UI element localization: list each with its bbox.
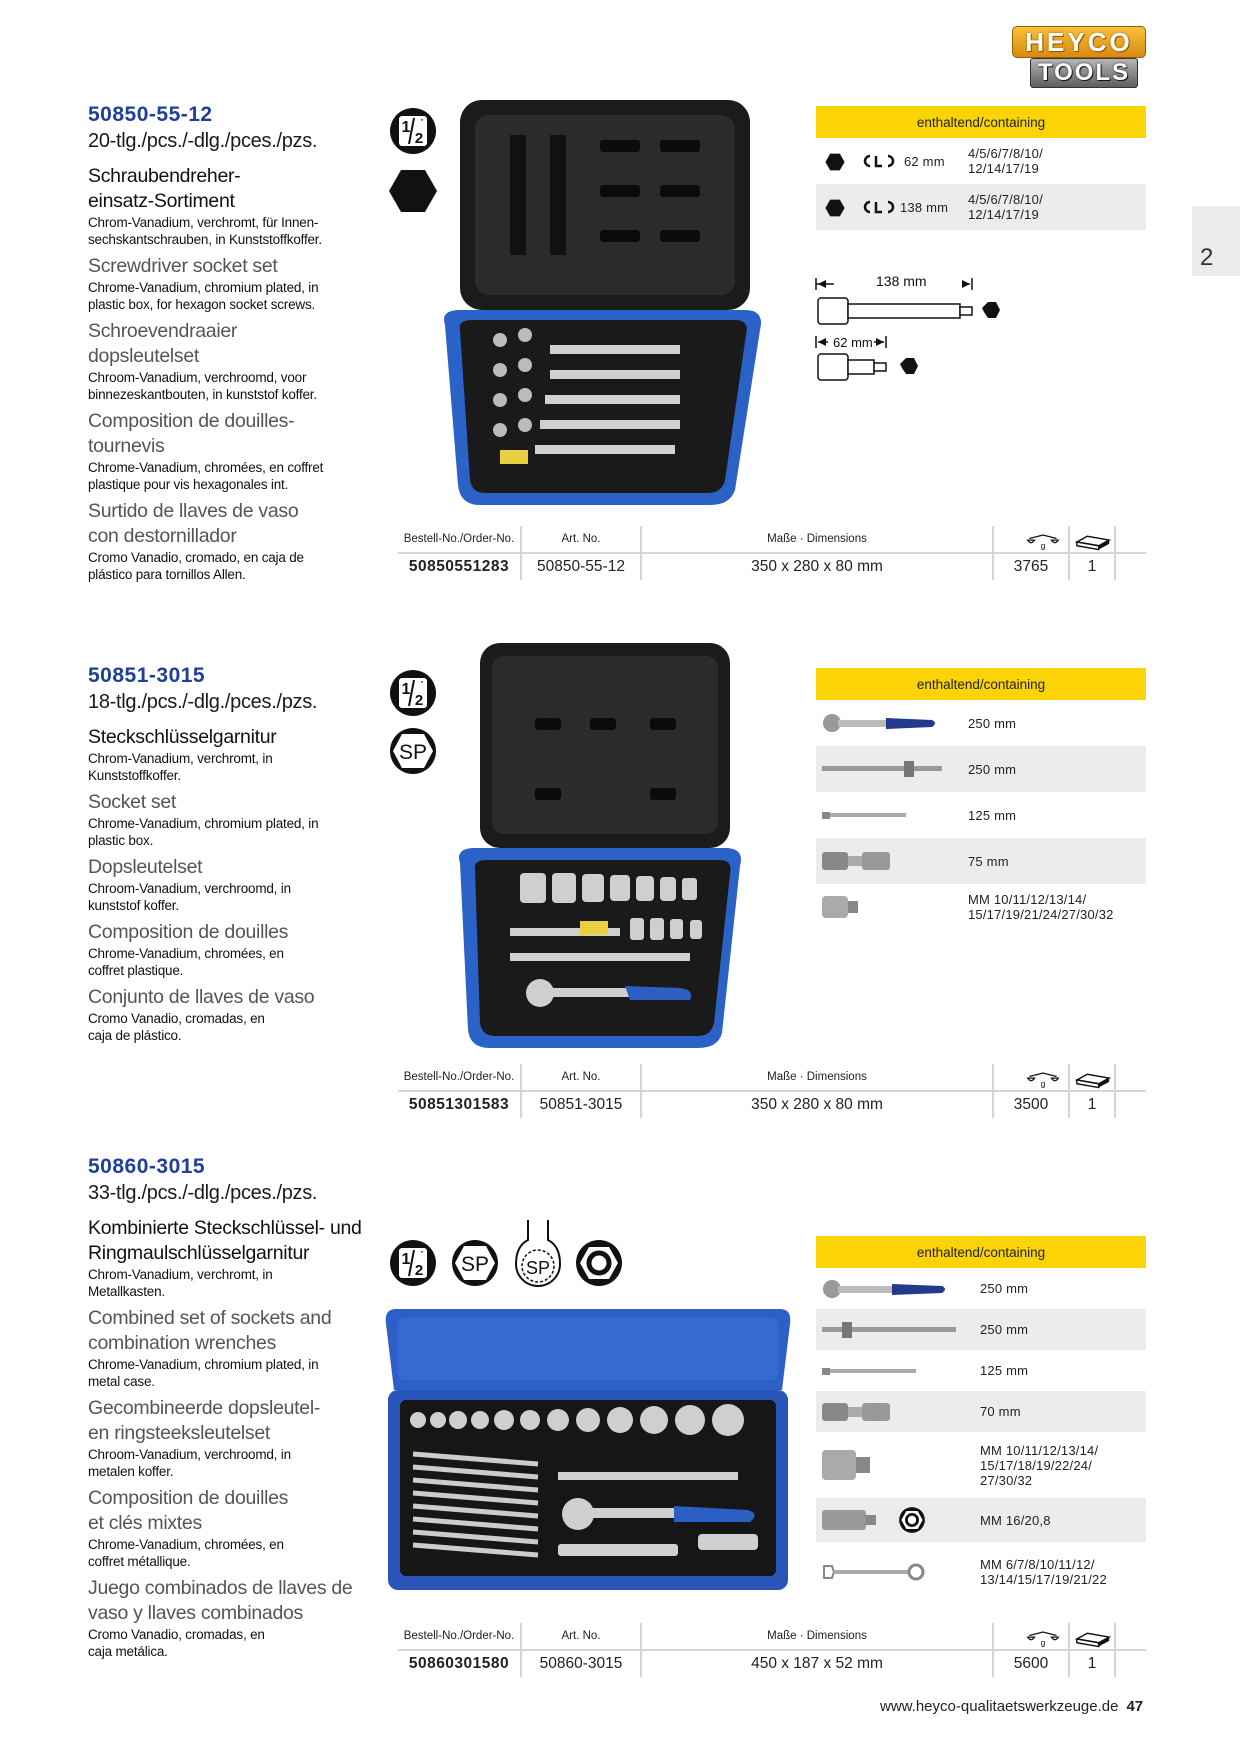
order-value-row xyxy=(398,554,1146,580)
content-length: 62 mm xyxy=(904,153,945,169)
product-image-case xyxy=(440,638,770,1058)
contents-row xyxy=(816,746,1146,792)
desc-nl: Chroom-Vanadium, verchroomd, in metalen koffer. xyxy=(88,1447,291,1479)
title-nl: Schroevendraaier dopsleutelset xyxy=(88,320,238,367)
desc-en: Chrome-Vanadium, chromium plated, in metal case. xyxy=(88,1357,319,1389)
hexagon-icon xyxy=(388,166,438,216)
desc-fr: Chrome-Vanadium, chromées, en coffret plastique pour vis hexagonales int. xyxy=(88,460,324,492)
universal-joint-icon xyxy=(820,1399,896,1425)
content-value: 250 mm xyxy=(980,1322,1029,1337)
contents-row xyxy=(816,138,1146,184)
title-fr: Composition de douilles-tournevis xyxy=(88,410,295,457)
quantity: 1 xyxy=(1087,1655,1097,1672)
contents-row xyxy=(816,700,1146,746)
t-bar-icon xyxy=(820,758,945,780)
contents-row xyxy=(816,1391,1146,1432)
package-icon xyxy=(1074,1625,1112,1651)
title-en: Combined set of sockets and combination wrenches xyxy=(88,1307,332,1354)
desc-nl: Chroom-Vanadium, verchroomd, voor binnezeskantbouten, in kunststof koffer. xyxy=(88,370,317,402)
art-no: 50850-55-12 xyxy=(537,558,625,575)
desc-de: Chrom-Vanadium, verchromt, in Metallkasten. xyxy=(88,1267,273,1299)
dimensions: 350 x 280 x 80 mm xyxy=(751,558,883,575)
contents-table xyxy=(816,668,1146,930)
content-value: 250 mm xyxy=(968,761,1017,777)
title-de: Steckschlüsselgarnitur xyxy=(88,726,277,748)
quantity: 1 xyxy=(1087,1096,1097,1113)
order-header-row xyxy=(398,526,1146,554)
title-de: Schraubendreher-einsatz-Sortiment xyxy=(88,165,241,212)
art-no: 50851-3015 xyxy=(539,1096,623,1113)
content-value: 125 mm xyxy=(980,1363,1029,1378)
order-table xyxy=(398,1623,1146,1677)
art-no-header: Art. No. xyxy=(561,533,601,545)
page-number: 47 xyxy=(1126,1698,1144,1715)
footer-url-link[interactable]: www.heyco-qualitaetswerkzeuge.de xyxy=(880,1698,1119,1715)
dimensions-header: Maße · Dimensions xyxy=(767,1630,867,1642)
desc-es: Cromo Vanadio, cromadas, en caja de plástico. xyxy=(88,1011,265,1043)
sp-profile-icon xyxy=(388,726,438,776)
art-no: 50860-3015 xyxy=(539,1655,623,1672)
quantity: 1 xyxy=(1087,558,1097,575)
socket-icon xyxy=(820,1448,876,1482)
extension-bar-icon xyxy=(820,1364,920,1378)
product-description xyxy=(88,1154,378,1660)
content-value: MM 6/7/8/10/11/12/ 13/14/15/17/19/21/22 xyxy=(980,1557,1107,1587)
order-no-header: Bestell-No./Order-No. xyxy=(403,1071,515,1083)
svg-text:SP: SP xyxy=(525,1258,551,1278)
order-no-header: Bestell-No./Order-No. xyxy=(403,1630,515,1642)
product-code: 50860-3015 xyxy=(88,1155,206,1178)
brand-logo xyxy=(1010,26,1146,90)
order-table xyxy=(398,526,1146,580)
piece-count: 33-tlg./pcs./-dlg./pces./pzs. xyxy=(88,1182,318,1204)
contents-header: enthaltend/containing xyxy=(816,106,1146,138)
package-icon xyxy=(1074,528,1112,554)
chapter-tab[interactable]: 2 xyxy=(1192,206,1240,276)
contents-table xyxy=(816,1236,1146,1602)
dimensions-header: Maße · Dimensions xyxy=(767,533,867,545)
content-value: MM 10/11/12/13/14/ 15/17/18/19/22/24/ 27/30/32 xyxy=(980,1442,1099,1488)
length-long-icon xyxy=(862,200,896,214)
product-image-case xyxy=(440,95,780,515)
socket-icon xyxy=(820,894,860,920)
order-header-row xyxy=(398,1064,1146,1092)
weight-icon xyxy=(1026,528,1060,554)
weight: 3765 xyxy=(1013,558,1049,575)
content-value: MM 10/11/12/13/14/ 15/17/19/21/24/27/30/32 xyxy=(968,892,1114,922)
t-bar-icon xyxy=(820,1319,960,1341)
title-es: Conjunto de llaves de vaso xyxy=(88,986,315,1008)
title-fr: Composition de douilles xyxy=(88,921,289,943)
half-inch-drive-icon xyxy=(388,668,438,718)
art-no-header: Art. No. xyxy=(561,1071,601,1083)
weight: 3500 xyxy=(1013,1096,1049,1113)
title-es: Surtido de llaves de vaso con destornillador xyxy=(88,500,299,547)
half-inch-drive-icon xyxy=(388,106,438,156)
content-value: 70 mm xyxy=(980,1404,1021,1419)
contents-row xyxy=(816,1268,1146,1309)
product-code: 50851-3015 xyxy=(88,664,206,687)
page-footer xyxy=(880,1698,1143,1715)
desc-es: Cromo Vanadio, cromado, en caja de plástico para tornillos Allen. xyxy=(88,550,304,582)
contents-row xyxy=(816,1309,1146,1350)
ratchet-icon xyxy=(820,1276,950,1302)
extension-bar-icon xyxy=(820,808,910,822)
hexagon-icon xyxy=(824,198,846,218)
package-icon xyxy=(1074,1066,1112,1092)
content-value: MM 16/20,8 xyxy=(980,1512,1051,1528)
weight-icon xyxy=(1026,1066,1060,1092)
half-inch-drive-icon xyxy=(388,1238,438,1288)
content-value: 75 mm xyxy=(968,853,1009,869)
contents-row xyxy=(816,1542,1146,1602)
dimension-long-label: 138 mm xyxy=(876,273,927,289)
order-no-header: Bestell-No./Order-No. xyxy=(403,533,515,545)
title-en: Screwdriver socket set xyxy=(88,255,278,277)
desc-fr: Chrome-Vanadium, chromées, en coffret métallique. xyxy=(88,1537,284,1569)
content-value: 250 mm xyxy=(980,1281,1029,1296)
contents-row xyxy=(816,1498,1146,1542)
dimensions: 450 x 187 x 52 mm xyxy=(751,1655,883,1672)
product-description xyxy=(88,102,378,583)
contents-row xyxy=(816,1350,1146,1391)
contents-header: enthaltend/containing xyxy=(816,668,1146,700)
order-table xyxy=(398,1064,1146,1118)
piece-count: 20-tlg./pcs./-dlg./pces./pzs. xyxy=(88,130,318,152)
dimensions: 350 x 280 x 80 mm xyxy=(751,1096,883,1113)
desc-de: Chrom-Vanadium, verchromt, für Innen-sechskantschrauben, in Kunststoffkoffer. xyxy=(88,215,322,247)
title-fr: Composition de douilles et clés mixtes xyxy=(88,1487,289,1534)
desc-en: Chrome-Vanadium, chromium plated, in plastic box. xyxy=(88,816,319,848)
order-value-row xyxy=(398,1651,1146,1677)
ring-profile-icon xyxy=(898,1506,926,1534)
product-code: 50850-55-12 xyxy=(88,103,213,126)
weight-icon xyxy=(1026,1625,1060,1651)
dimensions-header: Maße · Dimensions xyxy=(767,1071,867,1083)
bit-socket-long-drawing xyxy=(814,272,1004,328)
spark-plug-socket-icon xyxy=(820,1506,890,1534)
brand-logo-top: HEYCO xyxy=(1012,26,1146,58)
title-nl: Dopsleutelset xyxy=(88,856,203,878)
order-no: 50850551283 xyxy=(408,558,510,575)
contents-row xyxy=(816,1432,1146,1498)
art-no-header: Art. No. xyxy=(561,1630,601,1642)
desc-nl: Chroom-Vanadium, verchroomd, in kunststof koffer. xyxy=(88,881,291,913)
content-sizes: 4/5/6/7/8/10/ 12/14/17/19 xyxy=(968,146,1043,176)
content-length: 138 mm xyxy=(900,199,949,215)
order-no: 50851301583 xyxy=(408,1096,510,1113)
contents-row xyxy=(816,792,1146,838)
contents-row xyxy=(816,838,1146,884)
contents-row xyxy=(816,884,1146,930)
contents-table xyxy=(816,106,1146,230)
ratchet-icon xyxy=(820,710,940,736)
desc-es: Cromo Vanadio, cromadas, en caja metálica. xyxy=(88,1627,265,1659)
desc-fr: Chrome-Vanadium, chromées, en coffret plastique. xyxy=(88,946,284,978)
order-value-row xyxy=(398,1092,1146,1118)
order-header-row xyxy=(398,1623,1146,1651)
combination-wrench-icon xyxy=(820,1562,926,1582)
desc-en: Chrome-Vanadium, chromium plated, in plastic box, for hexagon socket screws. xyxy=(88,280,319,312)
contents-header: enthaltend/containing xyxy=(816,1236,1146,1268)
ring-profile-icon xyxy=(574,1238,624,1288)
universal-joint-icon xyxy=(820,848,896,874)
sp-ring-wrench-icon xyxy=(512,1218,564,1292)
product-description xyxy=(88,663,378,1044)
hexagon-icon xyxy=(824,152,846,172)
desc-de: Chrom-Vanadium, verchromt, in Kunststoffkoffer. xyxy=(88,751,273,783)
dimension-short-label: 62 mm xyxy=(833,335,873,350)
content-value: 125 mm xyxy=(968,807,1017,823)
sp-profile-icon xyxy=(450,1238,500,1288)
brand-logo-bottom: TOOLS xyxy=(1030,58,1138,88)
product-image-metal-case xyxy=(378,1304,798,1594)
piece-count: 18-tlg./pcs./-dlg./pces./pzs. xyxy=(88,691,318,713)
title-en: Socket set xyxy=(88,791,177,813)
title-nl: Gecombineerde dopsleutel-en ringsteeksleutelset xyxy=(88,1397,321,1444)
contents-row xyxy=(816,184,1146,230)
title-es: Juego combinados de llaves de vaso y llaves combinados xyxy=(88,1577,353,1624)
order-no: 50860301580 xyxy=(408,1655,510,1672)
content-value: 250 mm xyxy=(968,715,1017,731)
length-short-icon xyxy=(862,154,896,168)
content-sizes: 4/5/6/7/8/10/ 12/14/17/19 xyxy=(968,192,1043,222)
title-de: Kombinierte Steckschlüssel- und Ringmaulschlüsselgarnitur xyxy=(88,1217,362,1264)
weight: 5600 xyxy=(1013,1655,1049,1672)
